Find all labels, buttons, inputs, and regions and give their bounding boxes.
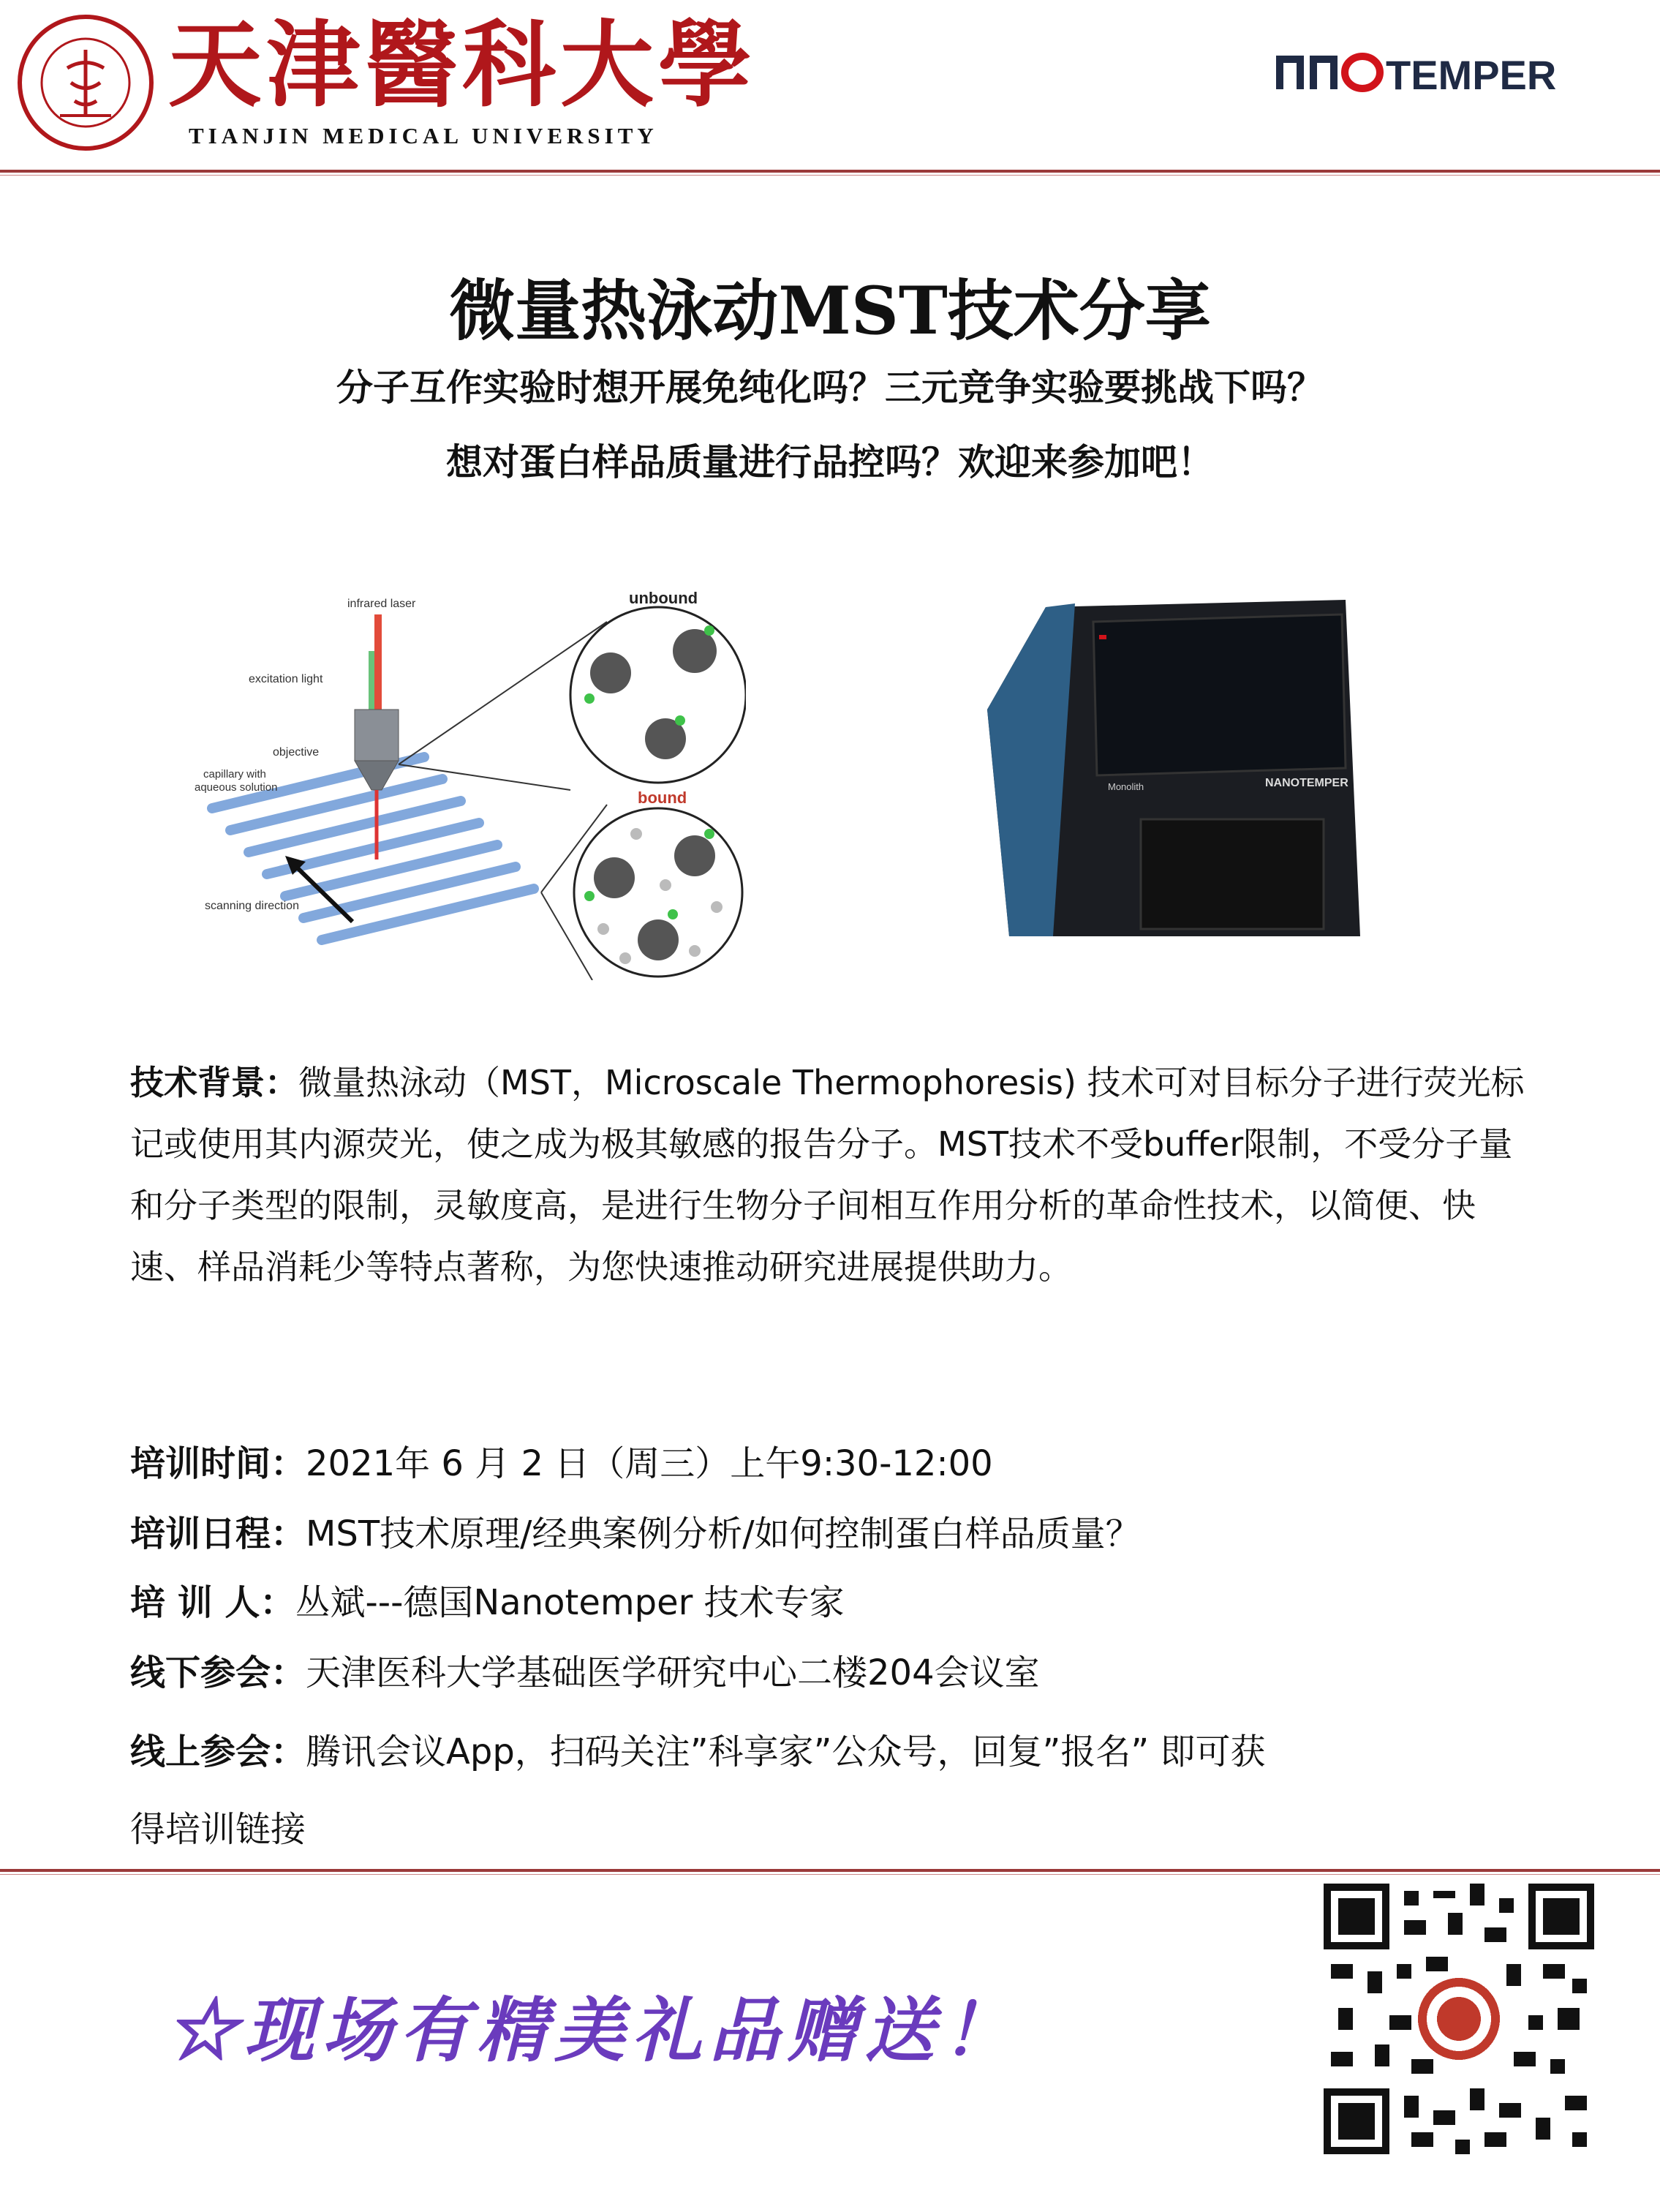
detail-offline-label: 线下参会： xyxy=(130,1652,306,1693)
detail-offline-value: 天津医科大学基础医学研究中心二楼204会议室 xyxy=(306,1652,1040,1693)
detail-trainer xyxy=(130,1574,845,1625)
detail-online-cont: 得培训链接 xyxy=(130,1809,306,1850)
detail-trainer-value: 丛斌---德国Nanotemper 技术专家 xyxy=(295,1582,845,1623)
excitation-beam xyxy=(369,651,374,710)
detail-online-line1: 腾讯会议App，扫码关注”科享家”公众号，回复”报名” 即可获 xyxy=(306,1731,1266,1772)
subtitle-line-2: 想对蛋白样品质量进行品控吗？欢迎来参加吧！ xyxy=(446,441,1214,484)
qr-code-icon[interactable] xyxy=(1324,1884,1594,2154)
monolith-instrument-image xyxy=(980,592,1389,973)
label-scanning-direction: scanning direction xyxy=(205,900,299,912)
label-objective: objective xyxy=(273,746,320,759)
label-infrared-laser: infrared laser xyxy=(347,598,416,610)
gift-banner: ☆现场有精美礼品赠送！ xyxy=(167,1989,1019,2072)
detail-online-label: 线上参会： xyxy=(130,1731,306,1772)
objective-lens xyxy=(355,710,399,761)
university-name-english: TIANJIN MEDICAL UNIVERSITY xyxy=(189,123,658,148)
instrument-model: Monolith xyxy=(1108,781,1144,792)
background-label: 技术背景： xyxy=(130,1063,298,1102)
background-paragraph xyxy=(130,1052,1534,1298)
detail-time-label: 培训时间： xyxy=(130,1443,306,1484)
detail-schedule-value: MST技术原理/经典案例分析/如何控制蛋白样品质量？ xyxy=(306,1513,1141,1554)
detail-offline xyxy=(130,1644,1040,1695)
label-unbound: unbound xyxy=(629,589,698,607)
infrared-beam xyxy=(374,614,382,710)
detail-schedule xyxy=(130,1505,1141,1556)
page-title: 微量热泳动MST技术分享 xyxy=(449,272,1211,350)
detail-time xyxy=(130,1435,993,1486)
background-text: 微量热泳动（MST，Microscale Thermophoresis) 技术可对目标分子进行荧光标记或使用其内源荧光，使之成为极其敏感的报告分子。MST技术不受buffer限制，不受分子量和分子类型的限制，灵敏度高，是进行生物分子间相互作用分析的革命性技术，以简便、快速、样品消耗少等特点著称，为您快速推动研究进展提供助力。 xyxy=(130,1063,1525,1287)
university-name-chinese: 天津醫科大學 xyxy=(168,10,757,120)
instrument-brand: NANOTEMPER xyxy=(1265,777,1348,789)
footer-divider xyxy=(0,1869,1660,1872)
nanotemper-logo xyxy=(1276,47,1583,98)
detail-time-value: 2021年 6 月 2 日（周三）上午9:30-12:00 xyxy=(306,1443,993,1484)
university-seal-logo xyxy=(16,13,155,152)
label-capillary: capillary with xyxy=(203,768,266,780)
label-bound: bound xyxy=(638,789,687,807)
mst-principle-diagram xyxy=(183,571,746,980)
instrument-screen xyxy=(1093,614,1346,775)
detail-trainer-label: 培 训 人： xyxy=(130,1582,295,1623)
svg-text:TEMPER: TEMPER xyxy=(1386,52,1557,98)
header-divider xyxy=(0,170,1660,173)
subtitle-line-1: 分子互作实验时想开展免纯化吗？三元竞争实验要挑战下吗？ xyxy=(336,366,1324,409)
instrument-tray xyxy=(1141,819,1324,929)
detail-schedule-label: 培训日程： xyxy=(130,1513,306,1554)
detail-online xyxy=(130,1723,1266,1774)
label-excitation-light: excitation light xyxy=(249,673,323,685)
label-aqueous-solution: aqueous solution xyxy=(195,781,278,794)
